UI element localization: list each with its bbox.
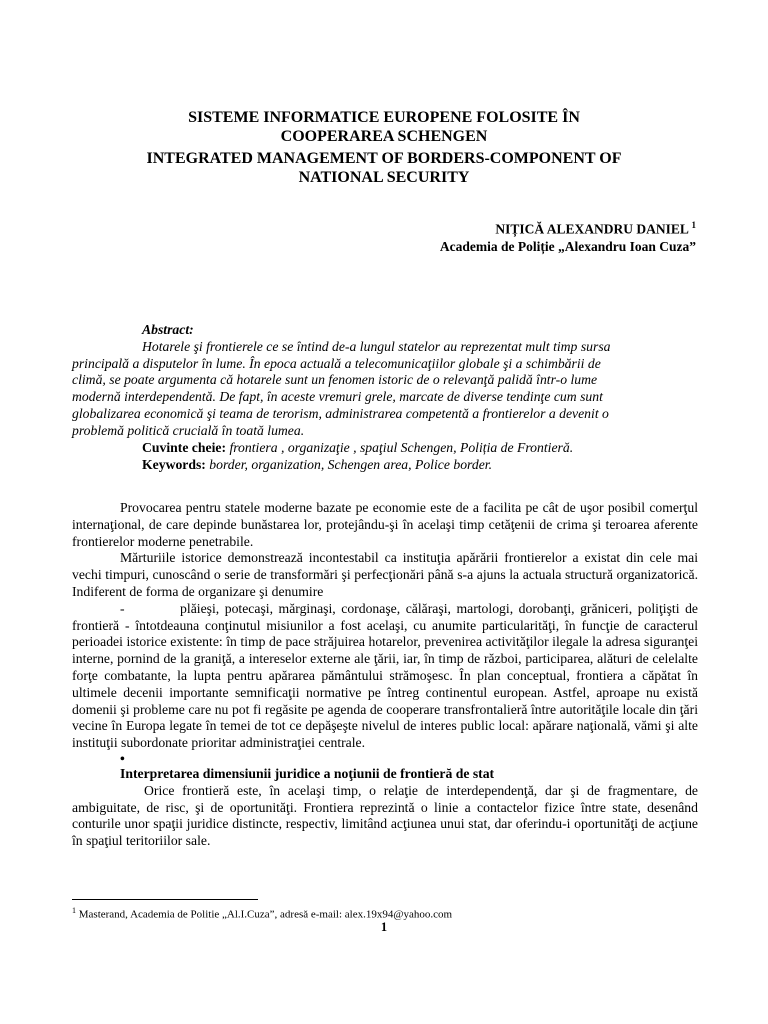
- keywords-en: [142, 457, 492, 473]
- title-en-line1: INTEGRATED MANAGEMENT OF BORDERS-COMPONENT OF: [146, 150, 622, 167]
- abstract-heading: Abstract:: [142, 322, 194, 337]
- abstract-line: problemă politică crucială în toată lumea.: [72, 422, 305, 438]
- paragraph: - plăieşi, potecaşi, mărginaşi, cordonaşe, călăraşi, martologi, dorobanţi, grăniceri, poliţişti de frontieră - întotdeauna conţinutul misiunilor a fost acelaşi, cu anumite particularităţi, în funcţie de caracterul perioadei istorice existente: în timp de pace străjuirea hotarelor, prevenirea activităţilor ilegale la adresa siguranţei interne, pornind de la graniţă, a intereselor externe ale ţării, iar, în timp de război, participarea, alături de celelalte forţe combatante, la lupta pentru apărarea pământului strămoşesc. În plan conceptual, frontiera a căpătat în ultimele decenii importante semnificaţii normative pe întreg continentul european. Astfel, aproape nu există domenii şi probleme care nu pot fi regăsite pe agenda de cooperare transfrontalieră între autorităţile locale din ţări vecine în Europa legate în temei de tot ce depăşeşte nivelul de interes public local: apărare naţională, vămi şi alte instituţii subordonate prioritar administraţiei centrale.: [72, 600, 702, 751]
- keywords-en-text: border, organization, Schengen area, Police border.: [209, 457, 493, 472]
- body-text: [72, 500, 702, 850]
- title-en-line2: NATIONAL SECURITY: [298, 169, 470, 186]
- keywords-ro: [142, 440, 573, 456]
- bullet: •: [120, 750, 125, 766]
- author-affiliation: Academia de Poliție „Alexandru Ioan Cuza”: [439, 239, 696, 254]
- section-heading: Interpretarea dimensiunii juridice a noţiunii de frontieră de stat: [120, 765, 495, 781]
- author-name: [495, 220, 696, 238]
- title-ro-line2: COOPERAREA SCHENGEN: [280, 128, 488, 145]
- paragraph: Orice frontieră este, în acelaşi timp, o relaţie de interdependenţă, dar şi de fragmentare, de ambiguitate, de risc, şi de oportunităţi. Frontiera reprezintă o linie a contactelor fizice între state, desenând conturile unor spaţii juridice distincte, respectiv, limitând acţiunea unui stat, dar oferindu-i oportunităţi de acţiune în spaţiul teritoriilor sale.: [72, 782, 698, 849]
- footnote-ref[interactable]: 1: [691, 220, 696, 230]
- abstract-line: climă, se poate argumenta că hotarele sunt un fenomen istoric de o relevanţă palidă într-o lume: [72, 372, 598, 388]
- keywords-en-label: Keywords:: [142, 457, 206, 472]
- page-number: 1: [380, 920, 388, 934]
- footnote-separator: [72, 899, 258, 900]
- paragraph: Mărturiile istorice demonstrează incontestabil ca instituţia apărării frontierelor a existat din cele mai vechi timpuri, cunoscând o serie de transformări şi perfecţionări până s-a ajuns la actuala structură organizatorică. Indiferent de forma de organizare şi denumire: [72, 550, 698, 599]
- footnote-text: Masterand, Academia de Politie „Al.I.Cuza”, adresă e-mail: alex.19x94@yahoo.com: [78, 908, 453, 921]
- footnote: [72, 906, 452, 921]
- abstract-line: principală a disputelor în lume. În epoca actuală a telecomunicaţiilor globale şi a schimbării de: [72, 355, 601, 371]
- author-name-text: NIȚICĂ ALEXANDRU DANIEL: [495, 221, 689, 237]
- title-ro-line1: SISTEME INFORMATICE EUROPENE FOLOSITE ÎN: [188, 109, 580, 126]
- abstract-line: globalizarea economică şi teama de terorism, administrarea competentă a frontierelor a devenit o: [72, 405, 609, 421]
- keywords-ro-label: Cuvinte cheie:: [142, 440, 227, 455]
- paragraph: Provocarea pentru statele moderne bazate pe economie este de a facilita pe cât de uşor posibil comerţul internaţional, de care depinde bunăstarea lor, protejându-şi în acelaşi timp cetăţenii de crima şi teroarea aferente frontierelor moderne penetrabile.: [72, 500, 698, 549]
- abstract-line: modernă interdependentă. De fapt, în aceste vremuri grele, marcate de diverse tendinţe cum sunt: [72, 389, 603, 405]
- abstract-line: Hotarele şi frontierele ce se întind de-a lungul statelor au reprezentat mult timp sursa: [142, 338, 611, 354]
- keywords-ro-text: frontiera , organizaţie , spaţiul Schengen, Poliția de Frontieră.: [229, 440, 574, 455]
- abstract-block: [72, 322, 698, 440]
- footnote-number: 1: [72, 906, 76, 915]
